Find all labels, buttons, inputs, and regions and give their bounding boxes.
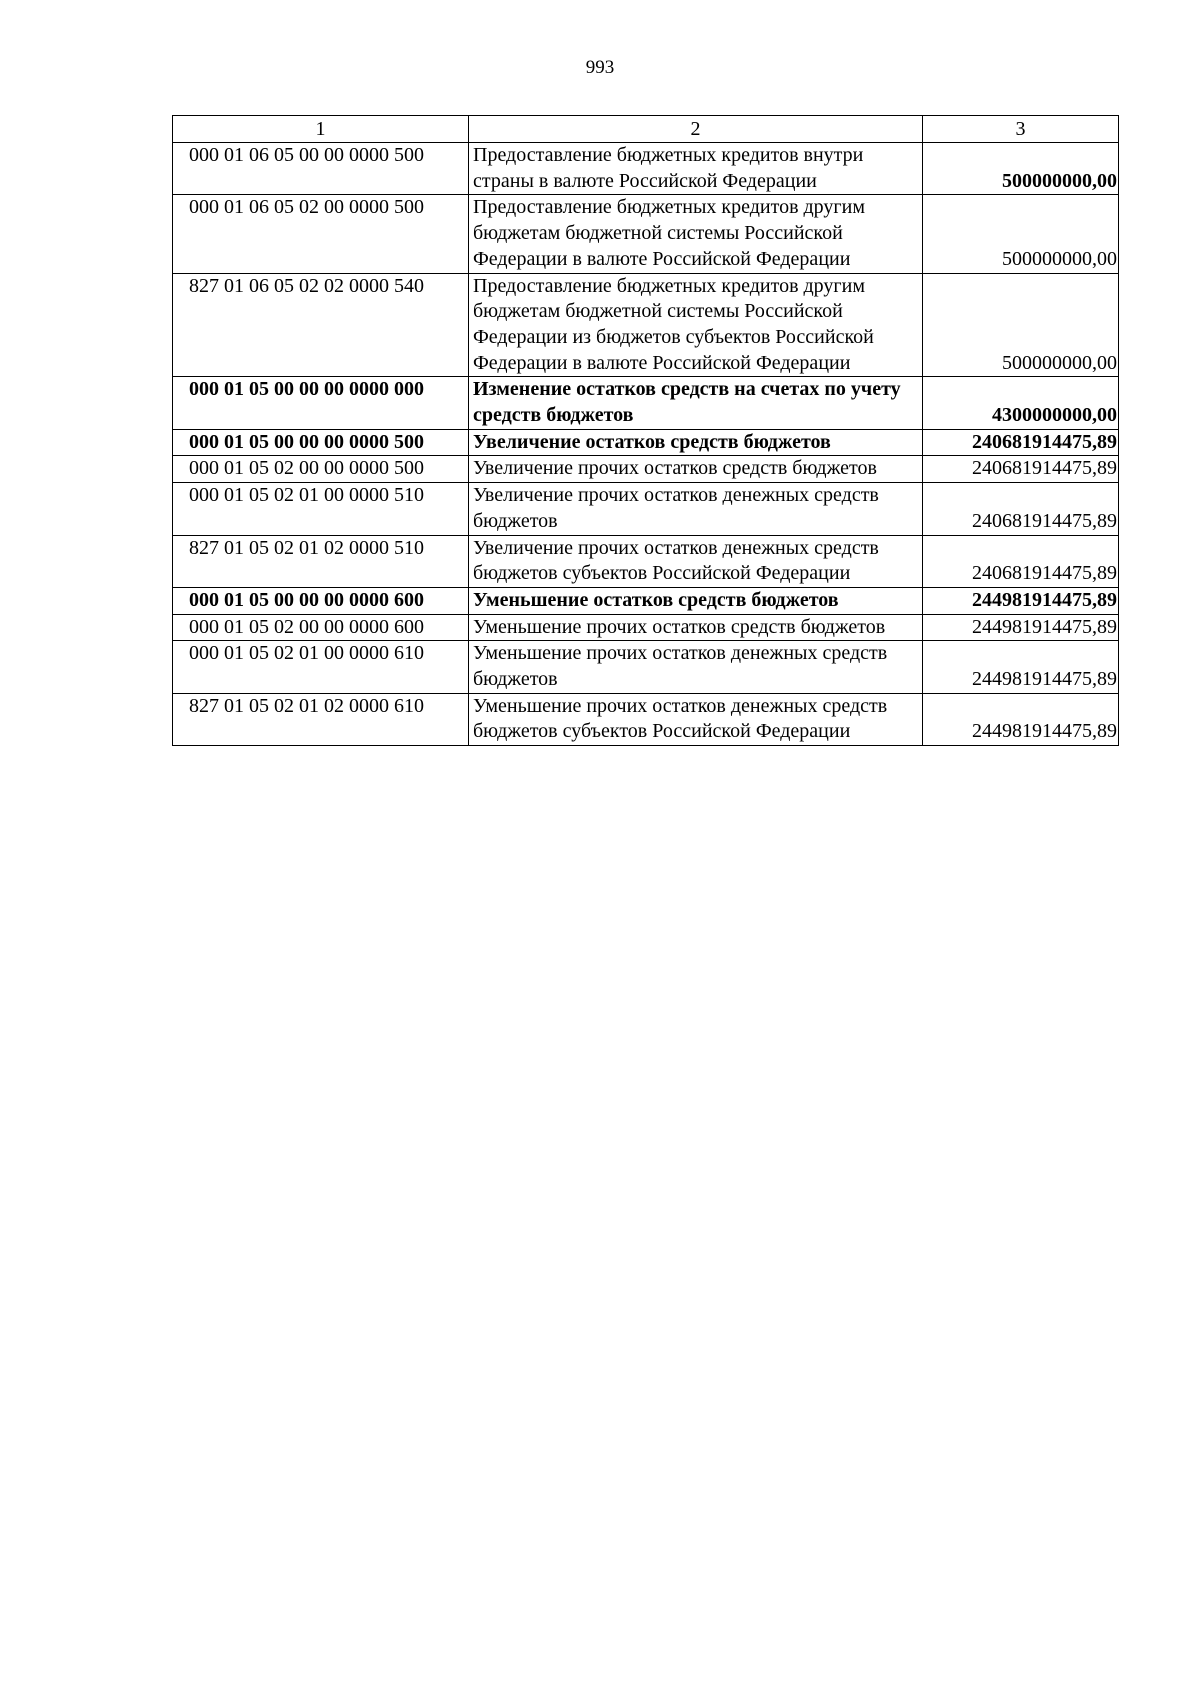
page-number: 993	[585, 57, 615, 78]
row-amount: 500000000,00	[923, 195, 1119, 273]
budget-sources-table	[172, 115, 1119, 746]
table-row	[173, 693, 1119, 745]
row-name: Увеличение прочих остатков денежных средств бюджетов	[469, 483, 923, 535]
column-header-name: 2	[469, 116, 923, 143]
row-name: Увеличение прочих остатков денежных средств бюджетов субъектов Российской Федерации	[469, 535, 923, 587]
row-amount: 240681914475,89	[923, 429, 1119, 456]
row-amount: 240681914475,89	[923, 535, 1119, 587]
table-row	[173, 377, 1119, 429]
table-header-row	[173, 116, 1119, 143]
table-row	[173, 195, 1119, 273]
table-row	[173, 535, 1119, 587]
row-code: 827 01 05 02 01 02 0000 610	[173, 693, 469, 745]
table-row	[173, 143, 1119, 195]
row-amount: 240681914475,89	[923, 456, 1119, 483]
table-row	[173, 456, 1119, 483]
row-amount: 500000000,00	[923, 273, 1119, 377]
row-name: Увеличение остатков средств бюджетов	[469, 429, 923, 456]
row-code: 000 01 05 00 00 00 0000 500	[173, 429, 469, 456]
row-amount: 244981914475,89	[923, 614, 1119, 641]
row-code: 827 01 06 05 02 02 0000 540	[173, 273, 469, 377]
row-name: Предоставление бюджетных кредитов другим бюджетам бюджетной системы Российской Федерации в валюте Российской Федерации	[469, 195, 923, 273]
table-row	[173, 614, 1119, 641]
row-amount: 244981914475,89	[923, 693, 1119, 745]
row-name: Уменьшение прочих остатков денежных средств бюджетов	[469, 641, 923, 693]
row-name: Уменьшение прочих остатков средств бюджетов	[469, 614, 923, 641]
row-code: 000 01 05 00 00 00 0000 000	[173, 377, 469, 429]
row-name: Уменьшение прочих остатков денежных средств бюджетов субъектов Российской Федерации	[469, 693, 923, 745]
row-code: 827 01 05 02 01 02 0000 510	[173, 535, 469, 587]
column-header-amount: 3	[923, 116, 1119, 143]
row-code: 000 01 06 05 02 00 0000 500	[173, 195, 469, 273]
row-name: Увеличение прочих остатков средств бюджетов	[469, 456, 923, 483]
row-name: Предоставление бюджетных кредитов внутри страны в валюте Российской Федерации	[469, 143, 923, 195]
row-amount: 500000000,00	[923, 143, 1119, 195]
row-amount: 4300000000,00	[923, 377, 1119, 429]
row-code: 000 01 05 02 01 00 0000 610	[173, 641, 469, 693]
row-code: 000 01 05 00 00 00 0000 600	[173, 587, 469, 614]
row-name: Изменение остатков средств на счетах по учету средств бюджетов	[469, 377, 923, 429]
table-row	[173, 273, 1119, 377]
row-amount: 240681914475,89	[923, 483, 1119, 535]
row-code: 000 01 05 02 00 00 0000 500	[173, 456, 469, 483]
row-name: Уменьшение остатков средств бюджетов	[469, 587, 923, 614]
table-row	[173, 587, 1119, 614]
row-code: 000 01 05 02 00 00 0000 600	[173, 614, 469, 641]
table-row	[173, 483, 1119, 535]
column-header-code: 1	[173, 116, 469, 143]
row-amount: 244981914475,89	[923, 641, 1119, 693]
table-row	[173, 429, 1119, 456]
table-row	[173, 641, 1119, 693]
row-name: Предоставление бюджетных кредитов другим бюджетам бюджетной системы Российской Федерации из бюджетов субъектов Российской Федерации в валюте Российской Федерации	[469, 273, 923, 377]
row-code: 000 01 06 05 00 00 0000 500	[173, 143, 469, 195]
row-amount: 244981914475,89	[923, 587, 1119, 614]
row-code: 000 01 05 02 01 00 0000 510	[173, 483, 469, 535]
